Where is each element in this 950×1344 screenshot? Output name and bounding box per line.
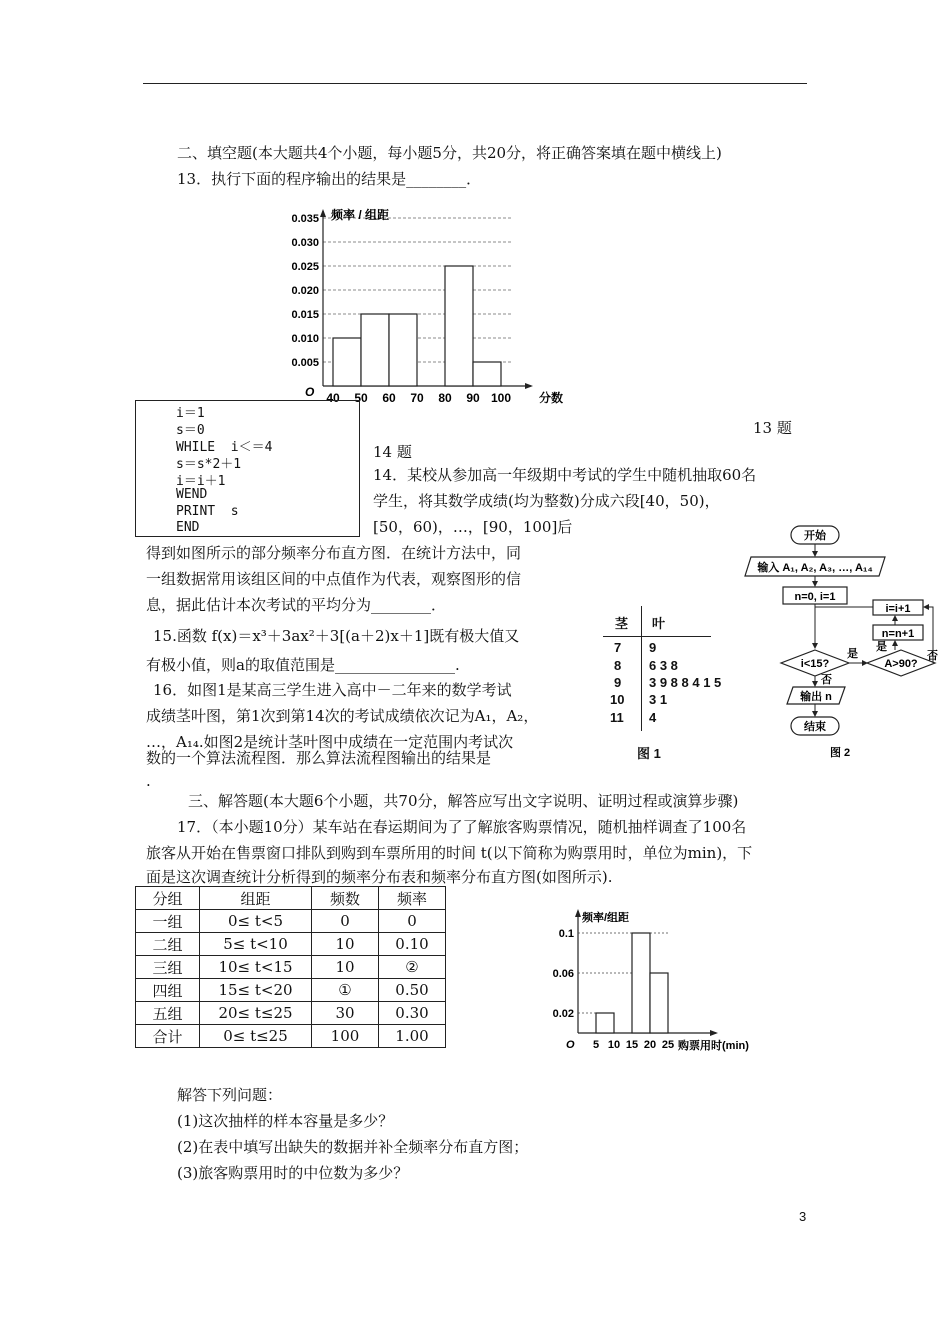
flow-init-text: n=0, i=1	[794, 591, 836, 603]
question-15-line: 有极小值，则a的取值范围是________________.	[146, 656, 460, 674]
question-13: 13．执行下面的程序输出的结果是________．	[177, 170, 482, 188]
question-14-line: 一组数据常用该组区间的中点值作为代表，观察图形的信	[146, 570, 522, 588]
flow-no-label: 否	[821, 674, 832, 686]
leaf-value: 3 1	[649, 692, 668, 707]
histogram-bar	[650, 973, 668, 1033]
y-tick-label: 0.020	[291, 285, 319, 297]
table-cell: 三组	[136, 956, 200, 979]
histogram-bar	[596, 1013, 614, 1033]
section3-title: 三、解答题(本大题6个小题，共70分，解答应写出文字说明、证明过程或演算步骤)	[188, 792, 739, 810]
table-cell: 二组	[136, 933, 200, 956]
table-cell: 0	[379, 910, 446, 933]
code-line: END	[176, 520, 200, 535]
program-code-box	[135, 400, 360, 537]
table-row	[136, 1002, 446, 1025]
table-cell: 0≤ t<5	[200, 910, 312, 933]
table-row	[136, 979, 446, 1002]
question-16-line: 数的一个算法流程图．那么算法流程图输出的结果是	[146, 749, 492, 767]
code-line: i＝i＋1	[176, 474, 226, 489]
x-axis-arrow	[525, 383, 533, 389]
table-cell: 10	[312, 933, 379, 956]
y-tick-label: 0.005	[291, 357, 319, 369]
y-tick-label: 0.06	[552, 968, 574, 980]
table-cell: 五组	[136, 1002, 200, 1025]
table-cell: 100	[312, 1025, 379, 1048]
x-axis-arrow	[710, 1030, 718, 1036]
flow-cond-a-text: A>90?	[884, 658, 918, 670]
flow-input-text: 输入 A₁, A₂, A₃, …, A₁₄	[757, 562, 873, 574]
question-17-line: 旅客从开始在售票窗口排队到购到车票所用的时间 t(以下简称为购票用时，单位为min)，下	[146, 844, 753, 862]
x-tick-label: 40	[326, 391, 340, 405]
leaf-value: 6 3 8	[649, 658, 678, 673]
code-line: s＝s*2＋1	[176, 457, 242, 472]
table-cell: 10≤ t<15	[200, 956, 312, 979]
page-number: 3	[799, 1209, 807, 1224]
table-cell: 15≤ t<20	[200, 979, 312, 1002]
sub-question-2: (2)在表中填写出缺失的数据并补全频率分布直方图；	[177, 1138, 529, 1156]
table-header: 分组	[136, 887, 200, 910]
x-axis-title: 购票用时(min)	[678, 1040, 749, 1052]
flow-cond-i-text: i<15?	[800, 658, 830, 670]
ticket-time-histogram	[545, 905, 775, 1055]
figure-caption-1: 图 1	[637, 746, 661, 761]
question-17-line: 面是这次调查统计分析得到的频率分布表和频率分布直方图(如图所示).	[146, 868, 613, 886]
table-cell: 1.00	[379, 1025, 446, 1048]
question-16-line: .	[146, 772, 151, 790]
table-cell: ①	[312, 979, 379, 1002]
question-15-line: 15.函数 f(x)＝x³＋3ax²＋3[(a＋2)x＋1]既有极大值又	[153, 627, 520, 645]
x-tick-label: 5	[592, 1039, 600, 1051]
question-14-line: [50，60)，…，[90，100]后	[373, 518, 573, 536]
table-header: 频率	[379, 887, 446, 910]
table-row	[136, 956, 446, 979]
stem-value: 10	[610, 692, 625, 707]
x-tick-label: 15	[625, 1039, 639, 1051]
y-tick-label: 0.025	[291, 261, 319, 273]
x-axis-title: 分数	[539, 391, 564, 405]
x-tick-label: 20	[643, 1039, 657, 1051]
code-line: WEND	[176, 487, 208, 502]
figure-caption-2: 图 2	[830, 747, 851, 759]
flow-end-text: 结束	[804, 721, 826, 733]
stem-value: 8	[614, 658, 622, 673]
y-axis-arrow	[575, 909, 581, 917]
x-tick-label: 70	[410, 391, 424, 405]
table-cell: 一组	[136, 910, 200, 933]
sub-question-3: (3)旅客购票用时的中位数为多少？	[177, 1164, 409, 1182]
origin-label: O	[305, 385, 315, 399]
question-16-line: …，A₁₄.如图2是统计茎叶图中成绩在一定范围内考试次	[146, 733, 514, 751]
figure-label-14: 14 题	[373, 443, 412, 461]
histogram-bar	[632, 933, 650, 1033]
histogram-bar	[333, 338, 361, 386]
answer-intro: 解答下列问题：	[177, 1086, 283, 1104]
table-cell: 10	[312, 956, 379, 979]
flow-start-text: 开始	[804, 530, 826, 542]
table-header: 组距	[200, 887, 312, 910]
table-cell: 0.30	[379, 1002, 446, 1025]
y-axis-title: 频率 / 组距	[331, 208, 390, 222]
table-cell: 合计	[136, 1025, 200, 1048]
question-16-line: 成绩茎叶图，第1次到第14次的考试成绩依次记为A₁，A₂，	[146, 707, 539, 725]
y-tick-label: 0.035	[291, 213, 319, 225]
table-cell: 0.50	[379, 979, 446, 1002]
x-tick-label: 90	[466, 391, 480, 405]
table-cell: 0≤ t≤25	[200, 1025, 312, 1048]
flow-output-text: 输出 n	[800, 691, 832, 703]
table-cell: 四组	[136, 979, 200, 1002]
question-14-line: 14．某校从参加高一年级期中考试的学生中随机抽取60名	[373, 466, 757, 484]
frequency-table	[135, 886, 446, 1048]
y-tick-label: 0.015	[291, 309, 319, 321]
x-tick-label: 25	[661, 1039, 675, 1051]
stem-leaf-vline	[641, 606, 642, 731]
histogram-bar	[361, 314, 389, 386]
table-row	[136, 1025, 446, 1048]
leaf-value: 3 9 8 8 4 1 5	[649, 675, 722, 690]
y-tick-label: 0.030	[291, 237, 319, 249]
question-14-line: 得到如图所示的部分频率分布直方图．在统计方法中，同	[146, 544, 522, 562]
leaf-value: 4	[649, 710, 657, 725]
score-histogram	[265, 203, 564, 405]
histogram-bar	[445, 266, 473, 386]
figure-label-13: 13 题	[753, 419, 792, 437]
table-cell: ②	[379, 956, 446, 979]
x-tick-label: 80	[438, 391, 452, 405]
x-tick-label: 100	[490, 391, 512, 405]
flow-inc-i-text: i=i+1	[885, 603, 911, 615]
code-line: s＝0	[176, 423, 205, 438]
table-cell: 5≤ t<10	[200, 933, 312, 956]
code-line: PRINT s	[176, 504, 239, 519]
flow-yes-label: 是	[847, 648, 858, 660]
stem-value: 9	[614, 675, 622, 690]
question-16-line: 16．如图1是某高三学生进入高中－二年来的数学考试	[153, 681, 512, 699]
leaf-value: 9	[649, 640, 657, 655]
stem-value: 7	[614, 640, 622, 655]
table-cell: 20≤ t≤25	[200, 1002, 312, 1025]
y-tick-label: 0.1	[558, 928, 574, 940]
header-rule	[143, 83, 807, 84]
x-tick-label: 10	[607, 1039, 621, 1051]
stem-leaf-hline	[603, 636, 711, 637]
y-axis-arrow	[320, 209, 326, 217]
question-17-line: 17．（本小题10分）某车站在春运期间为了了解旅客购票情况，随机抽样调查了100名	[177, 818, 747, 836]
table-row	[136, 933, 446, 956]
histogram-bar	[389, 314, 417, 386]
x-tick-label: 60	[382, 391, 396, 405]
flow-inc-n-text: n=n+1	[881, 628, 915, 640]
stem-header: 茎	[615, 616, 629, 631]
y-tick-label: 0.02	[552, 1008, 574, 1020]
flow-yes-label: 是	[876, 641, 887, 653]
y-tick-label: 0.010	[291, 333, 319, 345]
question-14-line: 息，据此估计本次考试的平均分为________．	[146, 596, 447, 614]
table-cell: 30	[312, 1002, 379, 1025]
sub-question-1: (1)这次抽样的样本容量是多少？	[177, 1112, 394, 1130]
leaf-header: 叶	[652, 616, 666, 631]
code-line: i＝1	[176, 406, 205, 421]
stem-value: 11	[610, 710, 624, 725]
table-row	[136, 910, 446, 933]
table-cell: 0.10	[379, 933, 446, 956]
flow-no-label: 否	[927, 650, 938, 662]
histogram-bar	[473, 362, 501, 386]
table-cell: 0	[312, 910, 379, 933]
x-tick-label: 50	[354, 391, 368, 405]
code-line: WHILE i＜＝4	[176, 440, 273, 455]
question-14-line: 学生，将其数学成绩(均为整数)分成六段[40，50)，	[373, 492, 720, 510]
algorithm-flowchart	[735, 520, 938, 760]
section2-title: 二、填空题(本大题共4个小题，每小题5分，共20分，将正确答案填在题中横线上)	[177, 144, 722, 162]
table-header: 频数	[312, 887, 379, 910]
origin-label: O	[566, 1039, 575, 1051]
y-axis-title: 频率/组距	[582, 912, 630, 924]
